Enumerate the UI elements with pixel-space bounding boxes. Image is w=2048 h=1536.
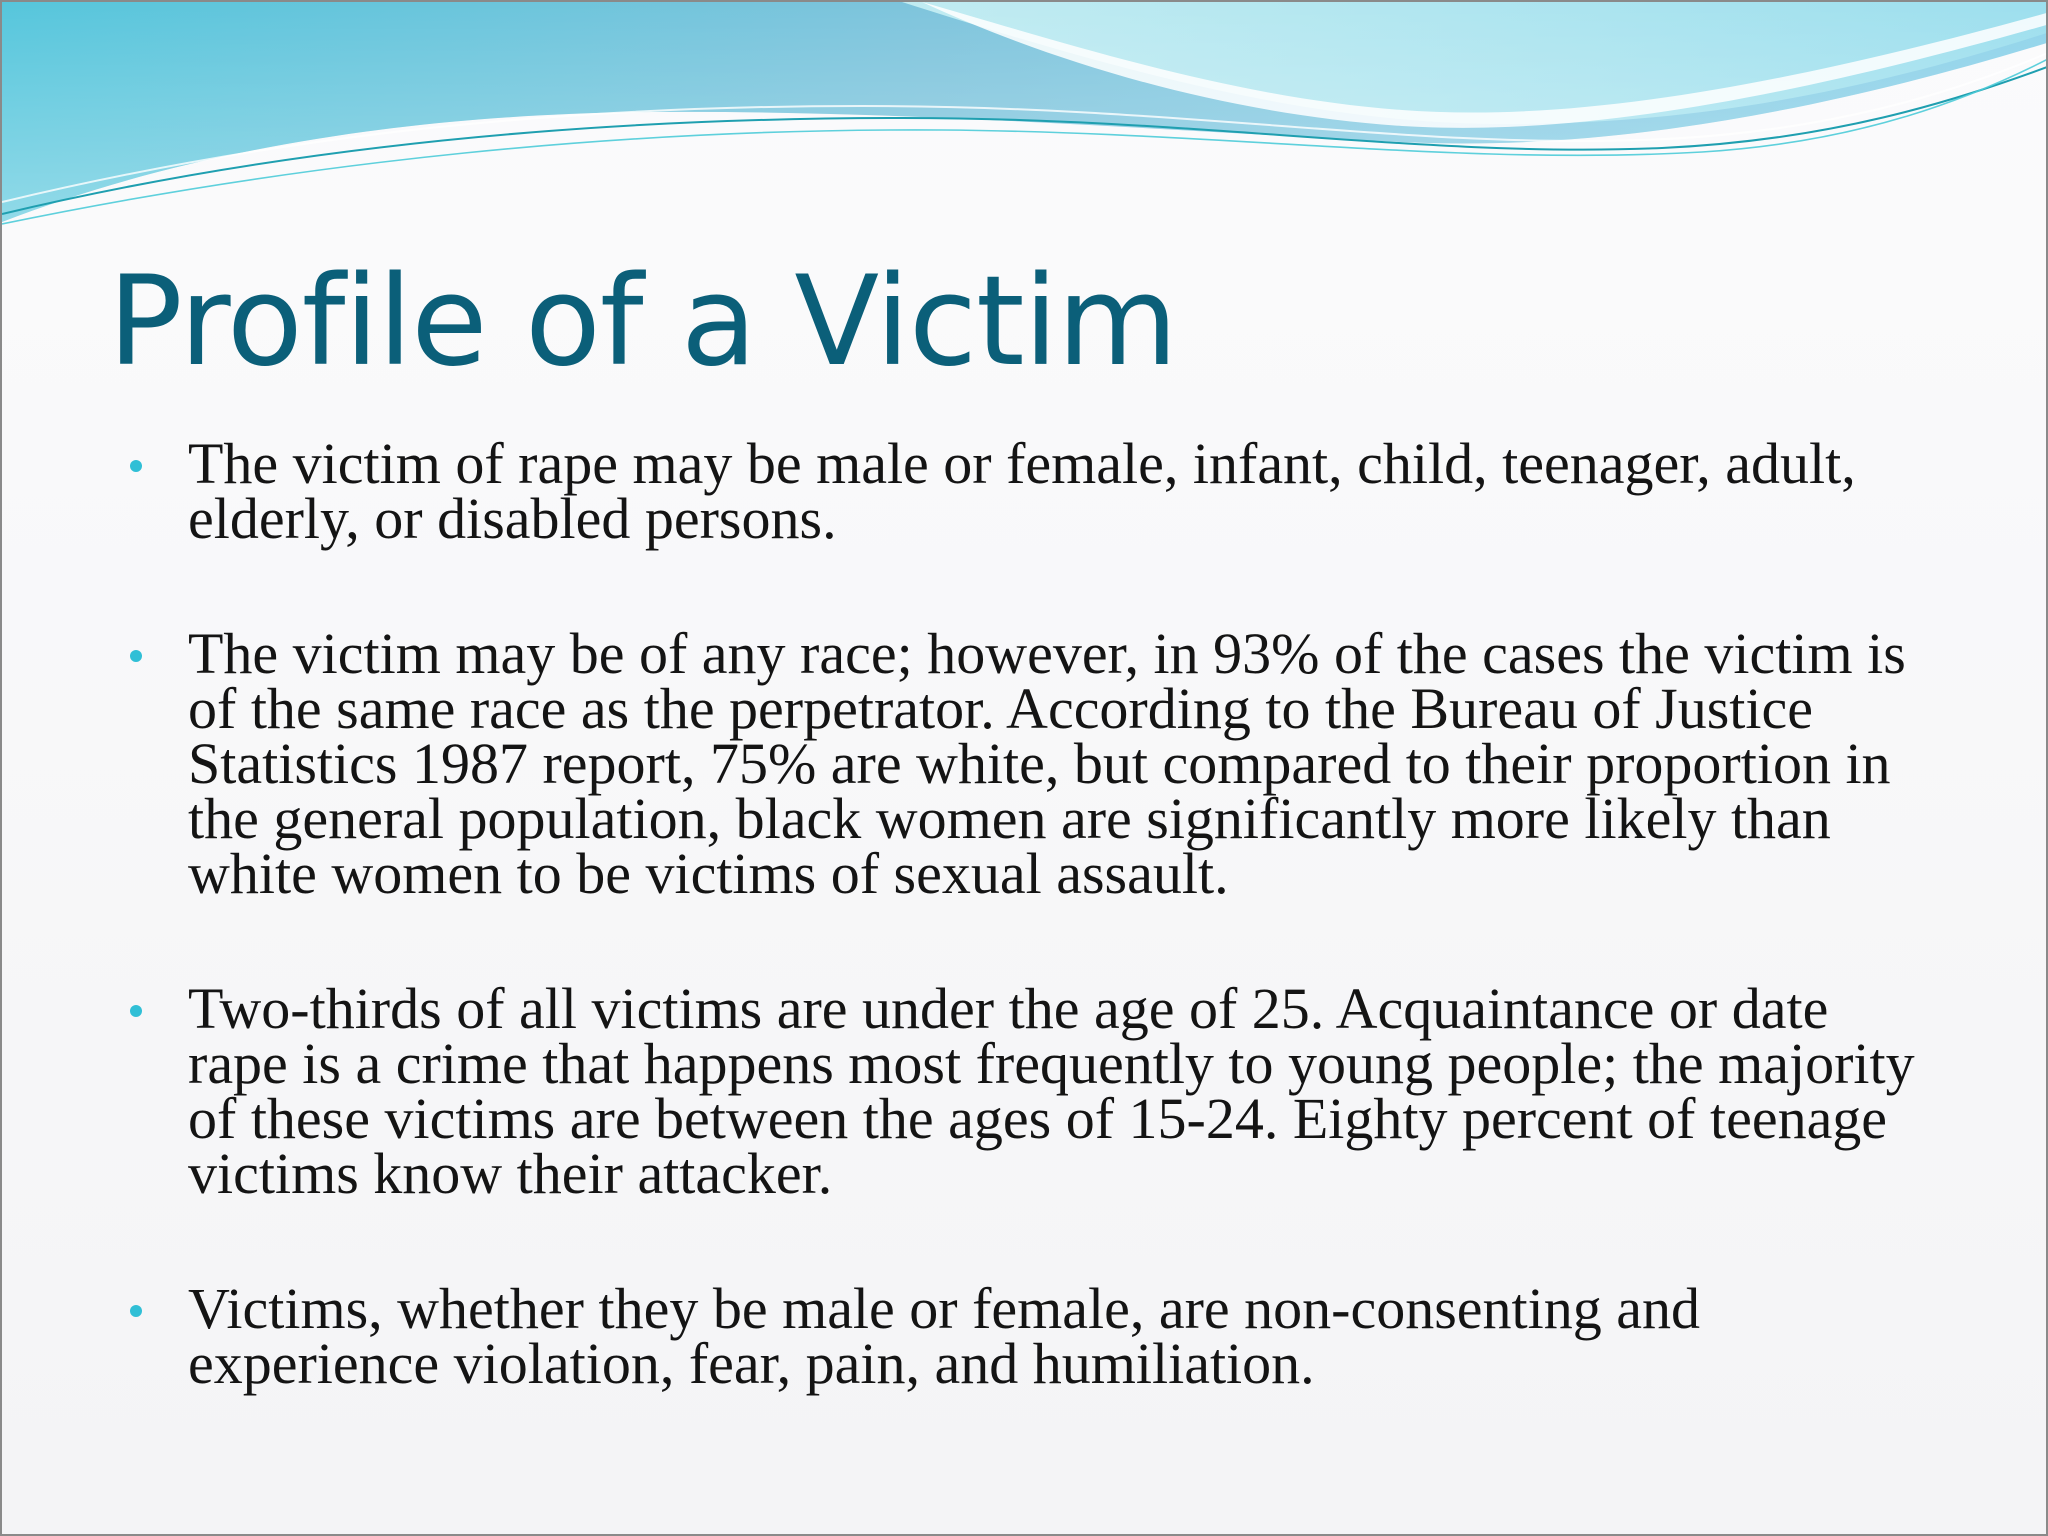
bullet-dot-icon bbox=[130, 1005, 142, 1017]
bullet-item bbox=[126, 976, 1926, 1206]
header-wave-decoration bbox=[2, 2, 2048, 242]
bullet-dot-icon bbox=[130, 460, 142, 472]
bullet-dot-icon bbox=[130, 1305, 142, 1317]
slide-title: Profile of a Victim bbox=[108, 250, 1177, 394]
bullet-list bbox=[126, 431, 1926, 1396]
bullet-item bbox=[126, 431, 1926, 551]
bullet-text: The victim of rape may be male or female, infant, child, teenager, adult, elderly, or disabled persons. bbox=[188, 431, 1856, 551]
bullet-text: Victims, whether they be male or female, are non-consenting and experience violation, fear, pain, and humiliation. bbox=[188, 1276, 1701, 1396]
bullet-text: The victim may be of any race; however, in 93% of the cases the victim is of the same race as the perpetrator. According to the Bureau of Justice Statistics 1987 report, 75% are white, but compared to their proportion in the general population, black women are significantly more likely than white women to be victims of sexual assault. bbox=[188, 621, 1906, 906]
bullet-text: Two-thirds of all victims are under the age of 25. Acquaintance or date rape is a crime that happens most frequently to young people; the majority of these victims are between the ages of 15-24. Eighty percent of teenage victims know their attacker. bbox=[188, 976, 1915, 1206]
bullet-item bbox=[126, 621, 1926, 906]
bullet-item bbox=[126, 1276, 1926, 1396]
bullet-dot-icon bbox=[130, 650, 142, 662]
